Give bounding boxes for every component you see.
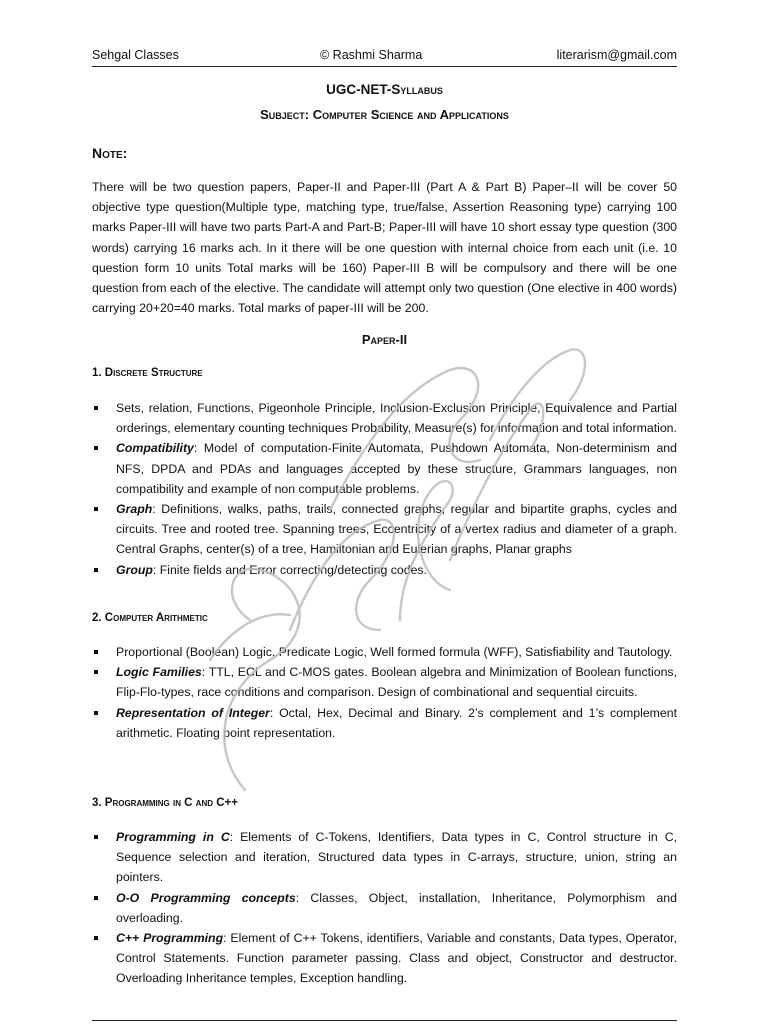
section-list — [92, 398, 677, 580]
list-item — [92, 560, 677, 580]
item-text: : Elements of C-Tokens, Identifiers, Data types in C, Control structure in C, Sequence selection and iteration, Structured data types in C-arrays, structure, union, string an pointers. — [116, 830, 677, 885]
item-text: : TTL, ECL and C-MOS gates. Boolean algebra and Minimization of Boolean functions, Flip-Flo-types, race conditions and comparison. Design of combinational and sequential circuits. — [116, 665, 677, 700]
item-term: Group — [116, 562, 153, 577]
item-term: C++ Programming — [116, 931, 224, 946]
list-item — [92, 438, 677, 499]
list-item — [92, 888, 677, 928]
note-paragraph: There will be two question papers, Paper-II and Paper-III (Part A & Part B) Paper–II will be cover 50 objective type question(Multiple type, matching type, true/false, Assertion Reasoning type) carrying 100 marks Paper-III will have two parts Part-A and Part-B; Paper-III will have 10 short essay type question (300 words) carrying 16 marks ach. In it there will be one question with internal choice from each unit (i.e. 10 question form 10 units Total marks will be 160) Paper-III B will be compulsory and there will be one question from each of the elective. The candidate will attempt only two question (One elective in 400 words) carrying 20+20=40 marks. Total marks of paper-III will be 200. — [92, 180, 677, 316]
section-list — [92, 827, 677, 989]
header-center: © Rashmi Sharma — [320, 48, 423, 62]
section-heading: 1. Discrete Structure — [92, 367, 203, 379]
list-item — [92, 642, 677, 662]
item-term: Logic Families — [116, 665, 202, 680]
list-item — [92, 827, 677, 888]
list-item — [92, 928, 677, 989]
section-list — [92, 642, 677, 743]
section-heading: 3. Programming in C and C++ — [92, 797, 238, 809]
item-term: Graph — [116, 502, 153, 517]
list-item — [92, 398, 677, 438]
item-text: : Octal, Hex, Decimal and Binary. 2’s complement and 1’s complement arithmetic. Floating point representation. — [116, 705, 677, 740]
item-term: Compatibility — [116, 441, 194, 456]
list-item — [92, 703, 677, 743]
header-left: Sehgal Classes — [92, 48, 179, 62]
list-item — [92, 499, 677, 560]
note-heading: Note: — [92, 145, 128, 161]
item-term: Programming in C — [116, 830, 230, 844]
item-term: O-O Programming concepts — [116, 890, 296, 905]
section-heading: 2. Computer Arithmetic — [92, 612, 208, 624]
document-title: UGC-NET-Syllabus — [326, 82, 443, 97]
item-term: Representation of Integer — [116, 705, 270, 720]
header-rule — [92, 66, 677, 67]
paper-heading: Paper-II — [361, 332, 408, 347]
item-text: : Element of C++ Tokens, identifiers, Variable and constants, Data types, Operator, Control Statements. Function parameter passing. Class and object, Constructor and destructor. Overloading Inheritance temples, Exception handling. — [116, 931, 677, 986]
item-text: : Finite fields and Error correcting/detecting codes. — [152, 562, 427, 577]
item-text: : Definitions, walks, paths, trails, connected graphs, regular and bipartite graphs, cycles and circuits. Tree and rooted tree. Spanning trees, Eccentricity of a vertex radius and diameter of a graph. Central Graphs, center(s) of a tree, Hamiltonian and Eulerian graphs, Planar graphs — [116, 502, 677, 557]
header-email: literarism@gmail.com — [556, 48, 677, 62]
list-item — [92, 662, 677, 702]
item-text: Sets, relation, Functions, Pigeonhole Principle, Inclusion-Exclusion Principle, Equivalence and Partial orderings, elementary counting techniques Probability, Measure(s) for information and total information. — [116, 401, 677, 436]
document-subtitle: Subject: Computer Science and Applications — [260, 107, 509, 122]
item-text: : Classes, Object, installation, Inheritance, Polymorphism and overloading. — [116, 890, 677, 925]
footer-rule — [92, 1020, 677, 1021]
item-text: Proportional (Boolean) Logic, Predicate Logic, Well formed formula (WFF), Satisfiability and Tautology. — [116, 645, 673, 659]
item-text: : Model of computation-Finite Automata, Pushdown Automata, Non-determinism and NFS, DPDA and PDAs and languages accepted by these structure, Grammars languages, non compatibility and example of non computable problems. — [116, 441, 677, 496]
